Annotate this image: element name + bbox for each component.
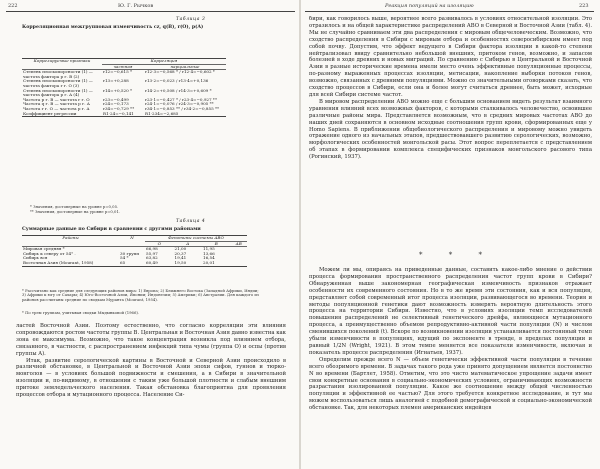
table3-row-cond: r23·1=−0,427 * / r23·4=−0,927 ** bbox=[145, 96, 218, 102]
table4-col-b: B bbox=[202, 241, 230, 247]
table4-title: Суммарные данные по Сибири в сравнении с другими районами bbox=[22, 227, 201, 232]
running-head: Реакция популяций на изоляцию bbox=[385, 3, 474, 9]
table3-col-partial: частная bbox=[102, 64, 144, 70]
table3-row-label: Частота q г. B — частота p г. A bbox=[23, 101, 90, 107]
table3-row-cond: r13·2=−0,023 / r13·4=+0,136 bbox=[145, 78, 209, 84]
table3-caption: Таблица 3 bbox=[176, 17, 206, 22]
table4-note: * По трем группам, учитывая сводки Мыдынковой (1966). bbox=[22, 310, 140, 315]
table4-b: 13,66 bbox=[202, 250, 215, 256]
table3-row-partial: r12=−0,615 * bbox=[103, 69, 133, 75]
table4 bbox=[22, 235, 247, 267]
table4-n: 54 * bbox=[120, 255, 129, 261]
table4-b: 11,95 bbox=[202, 246, 215, 252]
table4-col-o: O bbox=[145, 241, 173, 247]
table4-col-a: A bbox=[173, 241, 201, 247]
table3-row-cond: r12·3=−0,568 * / r12·4=−0,602 * bbox=[145, 69, 215, 75]
paragraph: Итак, развитие серологической картины в Восточной и Северной Азии происходило в различной обстановке, в Центральной и Восточной Азии эпохи сифов, гуннов и тюрко-монголов — в условиях большой подвижности и смешения, а в Сибири в значительной изоляции и, по-видимому, в отношении с таким уже большой плотности и слабым внешним притоке земледельческого населения. Такая обстановка благоприятна для проявления процессов отбора и мутационного процесса. Население Си- bbox=[16, 357, 286, 399]
table4-caption: Таблица 4 bbox=[176, 219, 206, 224]
table3-row-cond: r24·1=−0,076 / r24·3=−0,905 ** bbox=[145, 101, 214, 107]
table3-col-corr: Корреляция bbox=[102, 59, 226, 65]
right-body-bottom bbox=[309, 267, 592, 467]
table4-a: 19,50 bbox=[174, 259, 187, 265]
table3-row-partial: r14=+0,520 * bbox=[103, 87, 133, 93]
paragraph: В мировом распределении ABO можно еще с большим основанием видеть результат взаимного уравнения влияний всех возможных факторов, с которыми сталкивалось человечество, освоившее различные районы мира. Представляется возможным, что в средних мировых частотах ABO до наших дней сохраняются в основном исходные соотношения групп крови, сформированных еще у Homo Sapiens. В приближении общебиологического распределения и мировому можно увидеть отражение одного из начальных этапов, предшествовавшего развитию серологических, возможно, морфологических особенностей монгольской расы. Этот вопрос переплетается с представлением об этапах в формировании комплекса специфических признаков монгольского расового типа (Рогинский, 1937). bbox=[309, 98, 592, 161]
header-rule bbox=[6, 11, 295, 12]
table4-note: * Рассчитано как средние для следующих районов мира: 1) Европа; 2) Ближнего Востока (Западной Африки, Индии; 3) Африки к югу от Сахары; 4) Юго-Восточной Азии, Японии; Индонезии; 5) Америки; 6) Австралии. Для каждого из районов рассчитаны средние по сводкам Муранта (Mourant, 1954). bbox=[22, 288, 259, 302]
table3-row-label: Частота r г. O — частота p г. A bbox=[23, 105, 90, 111]
table3-row-partial: r13=+0,288 bbox=[103, 78, 129, 84]
table3-row-partial: r23=−0,499 bbox=[103, 96, 129, 102]
table3-note: * Значения, достоверные на уровне p=0,05. bbox=[30, 204, 119, 209]
table4-a: 21,00 bbox=[174, 246, 187, 252]
table4-ab bbox=[230, 261, 247, 266]
table3-row-cond: r14·2=+0,508 / r14·3=+0,609 * bbox=[145, 87, 212, 93]
table4-a: 19,41 bbox=[174, 255, 187, 261]
table3-row-cond: r34·1=−0,853 ** / r34·2=−0,855 ** bbox=[145, 105, 220, 111]
running-head: Ю. Г. Рычков bbox=[118, 3, 154, 9]
table3-title: Корреляционная межгрупповая изменчивость cz, q(B), r(O), p(A) bbox=[22, 25, 204, 30]
table4-n: 30 групп bbox=[120, 250, 140, 256]
table4-o: 55,97 bbox=[146, 250, 158, 256]
table3-row-label: Степень плоскоморсности (1) — частота фактора p г. B (2) bbox=[23, 69, 93, 79]
table3 bbox=[22, 58, 226, 117]
table3-row-partial: R1·24=−0,141 bbox=[103, 110, 134, 116]
table4-b: 16,54 bbox=[202, 255, 215, 261]
table4-a: 20,37 bbox=[174, 250, 187, 256]
table-row bbox=[22, 261, 247, 266]
table4-o: 66,98 bbox=[146, 246, 158, 252]
table3-note: ** Значения, достоверные на уровне p=0,01. bbox=[30, 209, 121, 214]
table4-col-ab: AB bbox=[230, 241, 247, 247]
table4-o: 60,49 bbox=[146, 259, 158, 265]
page-number: 223 bbox=[579, 3, 589, 9]
paragraph: Определим прежде всего N — объем генетически эффективной части популяции в течение всего обозримого времени. В задачах такого рода уже принято допущением является постоянство N во времени (Бартлет, 1958). Отметим, что это чисто математическое упрощение задачи имеет свои конкретные основания в социально-экономических условиях, ограничивающих возможности разрастания изолированной популяции. Какое же соотношение между общей численностью популяции и эффективной ее частью? Для этого требуется конкретное исследование, и тут мы можем воспользоваться лишь аналогией с подобной демографической и социально-экономической обстановке. Так, для некоторых племен американских индейцев bbox=[309, 356, 592, 412]
table3-row-partial: r34=−0,729 ** bbox=[103, 105, 135, 111]
table3-row-cond: R1·234=−2,685 bbox=[145, 110, 179, 116]
paragraph: бири, как говорилось выше, вероятнее всего развивалось в условиях относительной изоляции. Это отразилось и на общей характеристике распределений ABO в Северной и Восточной Азии (табл. 4). Мы не случайно сравниваем эти два распределения с мировым общечеловеческим. Возможно, что сходство распределения в Сибири с мировым отбора и особенностях северосибирским имеет под собой почву. Допустим, что эффект ведущего в Сибири фактора изоляции в какой-то степени нейтрализовал ввиду сравнительно небольшой внешних, притоком генов, возможно, и запасом болезней в ходе древних и новых миграций. По сравнению с Сибирью в Центральной и Восточной Азии в разные исторические времена имели место очень эффективные популяционные процессы, по-разному выраженных процессах изоляции, метисации, накопление выборки потоков генов, возможно, связанных с древними популяциями. Можно со значительными оговорками сказать, что сходство процессов в Сибири, если она и более могут считаться древнее, быть может, исходные для всей Сибири системе частот. bbox=[309, 16, 592, 98]
right-body-top bbox=[309, 16, 592, 244]
table3-row-label: Степень плоскоморсности (1) — частота фактора p г. A (4) bbox=[23, 87, 93, 98]
header-rule bbox=[305, 11, 594, 12]
table3-row-label: Степень плоскоморсности (1) — частота фактора r г. O (3) bbox=[23, 78, 93, 88]
paragraph: Можем ли мы, опираясь на приведенные данные, составить какое-либо мнение о действии процесса формирования пространственного распределения частот групп крови в Сибири? Обнаруженная выше закономерная географическая изменчивость признаков отражает особенности их современного состояния. Но в то же время эти состояния, как и вся популяция, представляет собой современный итог процесса изоляции, развивающегося во времени. Теория и методы популяционной генетики дают возможность измерять вероятную длительность этого процесса на территории Сибири. Известно, что в условиях изоляции темп исследователей повышения распределений не селективный генетического дрейфа, являющиеся мутационного процесса, а преимущественно объемом репродуктивно-активной части популяции (N) и числом сменившихся поколений (t). Вскоре по возникновении изоляции устанавливается постоянный темп убыли изменчивости в популяциях, идущий по экспоненте в тренде, в пределах популяции и равный 1/2N (Wright, 1921). В этом темпе меняется все показатели изменчивости, включая и показатель процессе распределения (Игнатьев, 1937). bbox=[309, 267, 592, 356]
table3-col-cond: парциальные bbox=[144, 64, 226, 70]
table4-col-n: N bbox=[119, 236, 145, 247]
table3-row-label: Коэффициент регрессии bbox=[23, 110, 77, 116]
table3-col-feature: Коррелируемые признаки bbox=[22, 59, 102, 70]
table3-row-partial: r24=−0,173 bbox=[103, 101, 129, 107]
table4-region: Мировая средняя * bbox=[23, 246, 65, 252]
table3-row-label: Частота p г. B — частота r г. O bbox=[23, 96, 90, 102]
table4-region: Восточная Азия (Mourant, 1958) bbox=[23, 259, 94, 265]
page-number: 222 bbox=[8, 3, 18, 9]
table4-col-region: Районы bbox=[22, 236, 119, 247]
table4-b: 20,01 bbox=[202, 259, 215, 265]
right-page bbox=[301, 0, 600, 469]
table-row bbox=[22, 112, 226, 117]
table4-n: 65 bbox=[120, 259, 126, 265]
table4-col-abo: Фенотипы системы ABO bbox=[145, 236, 247, 242]
section-separator: * * * bbox=[419, 251, 494, 259]
left-page bbox=[0, 0, 299, 469]
table4-region: Сибирь к северу от 54° . bbox=[23, 250, 76, 256]
left-body-text bbox=[16, 323, 286, 467]
paragraph: ластей Восточной Азии. Поэтому естественно, что согласно корреляции эти влияния сопровождаются ростом частоты группы B. Центральная и Восточная Азия давно известна как зона ее максимума. Возможно, что такое концентрация возникла под влиянием отбора, связанного, в частности, с распространением инфекций типа чумы (группа O) и оспы (против группы A). bbox=[16, 323, 286, 357]
table4-o: 63,82 bbox=[146, 255, 158, 261]
table4-region: Сибирь вся bbox=[23, 255, 48, 261]
